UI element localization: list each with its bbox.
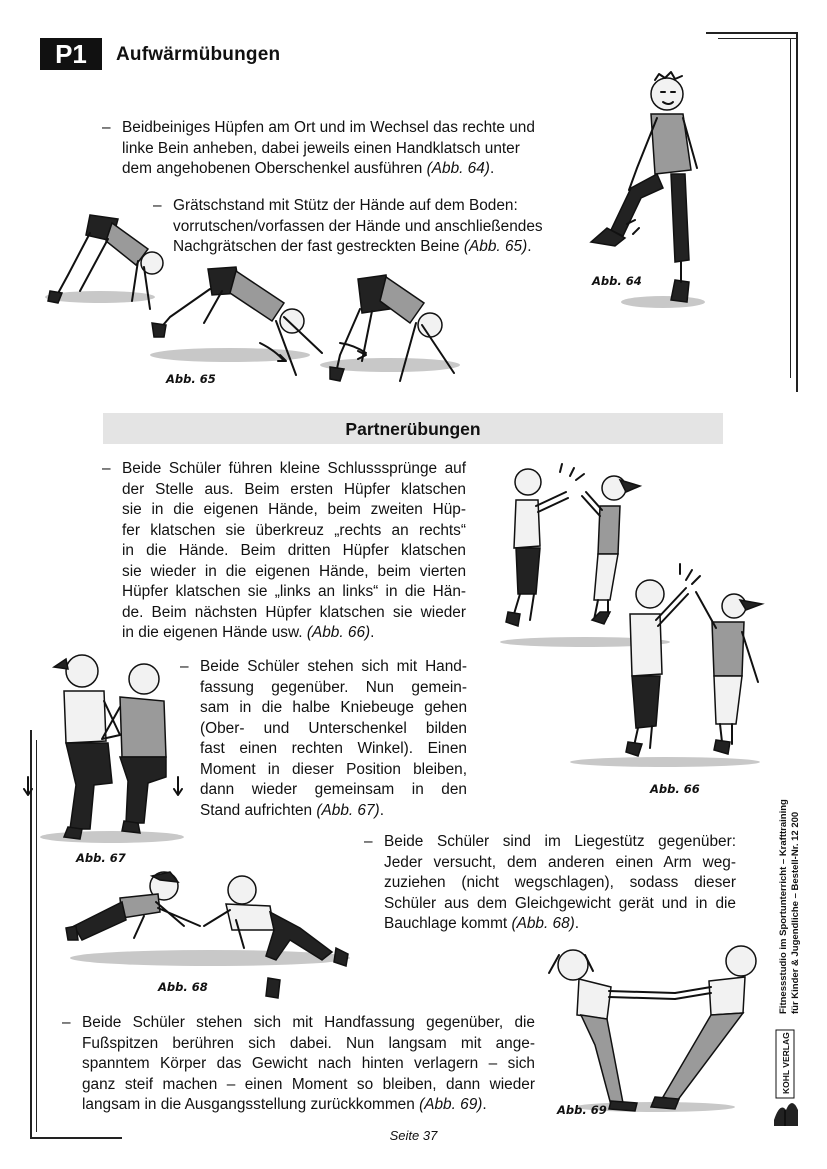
text-line: fassung gegenüber. Nun gemein- <box>200 678 467 696</box>
text-end: . <box>527 238 532 255</box>
bullet-dash: – <box>180 658 189 675</box>
caption-abb68: Abb. 68 <box>158 980 208 994</box>
section-title: Partnerübungen <box>345 419 481 439</box>
text-end: . <box>379 801 384 819</box>
text-line: Nachgrätschen der fast gestreckten Beine <box>173 238 460 255</box>
text-line: vorrutschen/vorfassen der Hände und anschließendes <box>173 217 543 235</box>
text-line: Beide Schüler stehen sich mit Hand- <box>200 658 467 675</box>
frame-top-right-2 <box>718 38 798 39</box>
chapter-badge: P1 <box>40 38 102 70</box>
caption-abb65: Abb. 65 <box>166 372 216 386</box>
text-end: . <box>482 1096 487 1113</box>
text-line: fast einen rechten Winkel). Einen <box>200 740 467 757</box>
text-line: linke Bein anheben, dabei jeweils einen Handklatsch unter <box>122 139 520 157</box>
text-line: zuziehen (nicht wegschlagen), sodass dieser <box>384 874 736 891</box>
frame-right-vertical-2 <box>790 38 791 378</box>
paragraph-abb69 <box>62 1013 535 1116</box>
text-line: in die eigenen Hände usw. <box>122 624 303 641</box>
illustration-abb69 <box>545 935 775 1115</box>
bullet-dash: – <box>62 1014 71 1031</box>
figure-reference: (Abb. 64) <box>426 160 490 177</box>
text-line: Beide Schüler sind im Liegestütz gegenüber: <box>384 833 736 850</box>
caption-abb67: Abb. 67 <box>76 851 126 865</box>
text-line: (Ober- und Unterschenkel bilden <box>200 719 467 737</box>
bullet-dash: – <box>102 460 111 477</box>
caption-abb69: Abb. 69 <box>557 1103 607 1117</box>
text-line: in die Hände. Beim dritten Hüpfer klatschen <box>122 542 466 559</box>
text-line: dem angehobenen Oberschenkel ausführen <box>122 160 423 177</box>
text-line: Grätschstand mit Stütz der Hände auf dem Boden: <box>173 197 518 214</box>
figure-reference: (Abb. 66) <box>306 624 371 641</box>
text-line: sie in die eigenen Hände, beim zweiten Hüp- <box>122 501 466 518</box>
illustration-abb66 <box>490 462 770 772</box>
figure-reference: (Abb. 67) <box>316 801 380 819</box>
text-line: de. Beim nächsten Hüpfer klatschen sie wieder <box>122 603 466 621</box>
text-line: Moment in dieser Position bleiben, <box>200 760 467 778</box>
paragraph-abb66 <box>102 459 466 644</box>
text-line: fer klatschen sie überkreuz „rechts an rechts“ <box>122 521 466 539</box>
paragraph-abb64 <box>102 118 574 180</box>
text-line: ganz steif machen – einen Moment so bleiben, dann wieder <box>82 1075 535 1093</box>
text-end: . <box>574 915 580 932</box>
text-end: . <box>489 160 495 177</box>
text-line: sie wieder in die eigenen Hände, beim vierten <box>122 562 466 580</box>
illustration-abb65 <box>40 205 470 390</box>
text-line: Beide Schüler stehen sich mit Handfassung gegenüber, die <box>82 1014 535 1031</box>
publication-info-line2: für Kinder & Jugendliche – Bestell-Nr. 12 200 <box>789 811 801 1014</box>
publisher-logo <box>768 1030 804 1130</box>
text-line: Hüpfer klatschen sie „links an links“ in die Hän- <box>122 583 466 600</box>
text-line: Schüler aus dem Gleichgewicht gerät und in die <box>384 894 736 912</box>
illustration-abb67 <box>20 645 190 845</box>
text-line: spanntem Körper das Gewicht nach hinten verlagern – sich <box>82 1055 535 1072</box>
text-line: dann wieder gemeinsam in den <box>200 781 467 798</box>
page-title: Aufwärmübungen <box>116 44 281 65</box>
text-end: . <box>370 624 375 641</box>
text-line: Bauchlage kommt <box>384 915 508 932</box>
text-line: Beide Schüler führen kleine Schlusssprünge auf <box>122 460 466 477</box>
frame-right-vertical <box>796 32 798 392</box>
text-line: der Stelle aus. Beim ersten Hüpfer klatschen <box>122 480 466 498</box>
logo-text: KOHL VERLAG <box>781 1032 791 1094</box>
frame-top-right <box>706 32 798 34</box>
illustration-abb68 <box>60 868 360 1003</box>
figure-reference: (Abb. 69) <box>419 1096 483 1113</box>
paragraph-abb68 <box>364 832 736 935</box>
bullet-dash: – <box>364 833 373 850</box>
figure-reference: (Abb. 65) <box>463 238 528 255</box>
paragraph-abb67 <box>180 657 467 821</box>
text-line: Stand aufrichten <box>200 801 313 819</box>
caption-abb64: Abb. 64 <box>592 274 642 288</box>
caption-abb66: Abb. 66 <box>650 782 700 796</box>
publication-info-vertical <box>778 784 801 1014</box>
bullet-dash: – <box>102 119 111 136</box>
text-line: Fußspitzen berühren sich dabei. Nun langsam mit ange- <box>82 1034 535 1052</box>
publication-info-line1: Fitnessstudio im Sportunterricht – Krafttraining <box>778 799 789 1014</box>
figure-reference: (Abb. 68) <box>511 915 575 932</box>
text-line: Jeder versucht, dem anderen einen Arm weg- <box>384 853 736 871</box>
page-number: Seite 37 <box>389 1128 438 1143</box>
text-line: sam in die halbe Kniebeuge gehen <box>200 699 467 716</box>
text-line: langsam in die Ausgangsstellung zurückkommen <box>82 1096 415 1113</box>
text-line: Beidbeiniges Hüpfen am Ort und im Wechsel das rechte und <box>122 119 535 136</box>
bullet-dash: – <box>153 197 162 214</box>
